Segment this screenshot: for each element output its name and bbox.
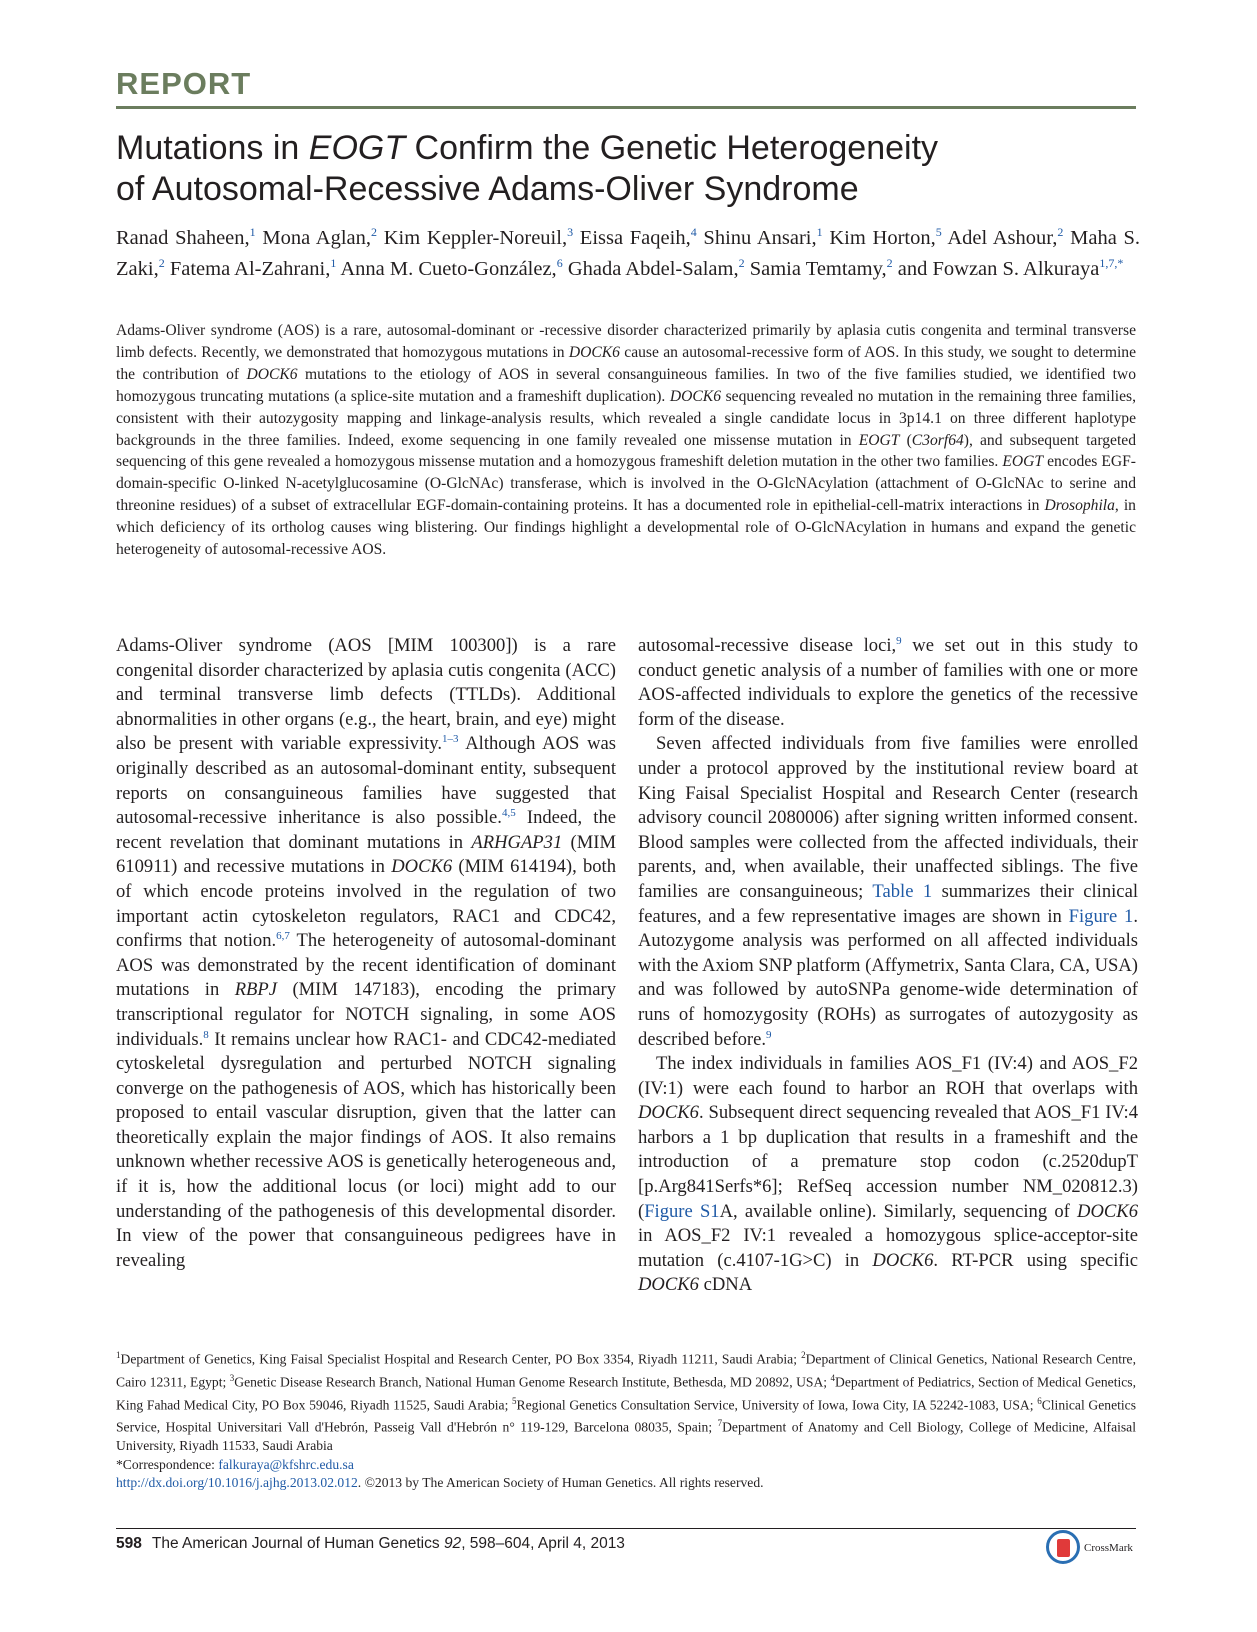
crossmark-icon (1046, 1530, 1080, 1564)
author-affiliation[interactable]: 2 (886, 255, 893, 270)
gene-name: EOGT (858, 431, 900, 449)
affiliation-number: 4 (830, 1372, 836, 1383)
body-text: (MIM 610911) and recessive mutations in (116, 831, 616, 878)
author-affiliation[interactable]: 3 (567, 225, 574, 239)
author-affiliation[interactable]: 2 (371, 225, 378, 239)
title-part2: Confirm the Genetic Heterogeneity (405, 129, 939, 167)
correspondence-label: *Correspondence: (116, 1456, 219, 1472)
citation-link[interactable]: 9 (896, 634, 902, 647)
species-name: Drosophila (1044, 497, 1115, 515)
affiliation-text: Regional Genetics Consultation Service, University of Iowa, Iowa City, IA 52242-1083, USA; (516, 1397, 1038, 1413)
correspondence-email-link[interactable]: falkuraya@kfshrc.edu.sa (218, 1456, 354, 1472)
gene-name: DOCK6 (669, 387, 721, 405)
body-text: (MIM 614194), both of which encode proteins involved in the regulation of two important actin cytoskeleton regulators, RAC1 and CDC42, confirms that notion. (116, 856, 617, 952)
affiliation-text: Genetic Disease Research Branch, National Human Genome Research Institute, Bethesda, MD 20892, USA; (234, 1374, 831, 1390)
author-name: Kim Horton, (829, 226, 936, 249)
gene-name: DOCK6 (872, 1249, 934, 1271)
body-text: Although AOS was originally described as an autosomal-dominant entity, subsequent reports on consanguineous families have suggested that autosomal-recessive inheritance is also possible. (116, 733, 616, 829)
abstract-text: ), and subsequent targeted sequencing of this gene revealed a homozygous missense mutation and a homozygous frameshift deletion mutation in the other two families. (116, 431, 1137, 471)
citation-link[interactable]: 4,5 (501, 806, 516, 819)
body-text: The heterogeneity of autosomal-dominant AOS was demonstrated by the recent identification of dominant mutations in (116, 930, 616, 1001)
author-affiliation[interactable]: 1 (816, 225, 823, 239)
affiliation-text: Department of Clinical Genetics, National Research Centre, Cairo 12311, Egypt; (116, 1351, 1136, 1390)
crossmark-label: CrossMark (1084, 1542, 1133, 1554)
body-text: we set out in this study to conduct genetic analysis of a number of families with one or more AOS-affected individuals to explore the genetics of the recessive form of the disease. (638, 635, 1138, 730)
body-text: Seven affected individuals from five families were enrolled under a protocol approved by the institutional review board at King Faisal Specialist Hospital and Research Center (research advisory council 2080006) after signing written informed consent. Blood samples were collected from the affected individuals, their parents, and, when available, their unaffected siblings. The five families are consanguineous; (638, 733, 1138, 902)
copyright-text: . ©2013 by The American Society of Human Genetics. All rights reserved. (357, 1474, 764, 1490)
author-affiliation[interactable]: 2 (158, 255, 165, 270)
body-text: The index individuals in families AOS_F1 (IV:4) and AOS_F2 (IV:1) were each found to harbor an ROH that overlaps with (638, 1053, 1138, 1099)
gene-name: DOCK6 (1077, 1200, 1138, 1222)
title-line2: of Autosomal-Recessive Adams-Oliver Syndrome (116, 170, 859, 208)
supplementary-figure-link[interactable]: Figure S1 (644, 1200, 720, 1222)
author-name: Maha S. Zaki, (116, 226, 1141, 280)
author-name: Adel Ashour, (947, 226, 1058, 249)
author-name: Fatema Al-Zahrani, (169, 257, 331, 280)
affiliation-text: Clinical Genetics Service, Hospital Universitari Vall d'Hebrón, Passeig Vall d'Hebrón n° 119-129, Barcelona 08035, Spain; (116, 1397, 1136, 1436)
citation-link[interactable]: 6,7 (276, 929, 290, 942)
abstract-text: cause an autosomal-recessive form of AOS. In this study, we sought to determine the contribution of (116, 343, 1136, 383)
body-paragraph (116, 634, 616, 1273)
affiliation-number: 6 (1037, 1395, 1042, 1406)
gene-name: DOCK6 (246, 365, 298, 383)
body-text: (MIM 147183), encoding the primary transcriptional regulator for NOTCH signaling, in some AOS individuals. (116, 979, 616, 1050)
body-paragraph (638, 634, 1138, 732)
author-affiliation[interactable]: 2 (1057, 225, 1064, 239)
abstract-text: Adams-Oliver syndrome (AOS) is a rare, autosomal-dominant or -recessive disorder characterized primarily by aplasia cutis congenita and terminal transverse limb defects. Recently, we demonstrated that homozygous mutations in (116, 322, 1136, 361)
author-name: Mona Aglan, (262, 226, 372, 249)
body-text: autosomal-recessive disease loci, (638, 635, 897, 656)
title-gene: EOGT (308, 129, 406, 167)
page-number: 598 (116, 1535, 142, 1552)
figure-link[interactable]: Figure 1 (1068, 905, 1134, 927)
journal-pages-date: , 598–604, April 4, 2013 (461, 1535, 625, 1552)
body-paragraph (638, 1052, 1138, 1298)
gene-name: DOCK6 (638, 1102, 699, 1124)
author-affiliation[interactable]: 1 (249, 225, 256, 239)
author-name: Kim Keppler-Noreuil, (383, 226, 568, 249)
journal-name: The American Journal of Human Genetics (151, 1535, 444, 1552)
gene-name: RBPJ (234, 979, 278, 1001)
author-name: Anna M. Cueto-González, (340, 257, 557, 280)
author-name: and Fowzan S. Alkuraya (897, 257, 1100, 280)
body-text: . RT-PCR using specific (933, 1249, 1138, 1271)
author-affiliation[interactable]: 6 (556, 255, 563, 270)
author-name: Ranad Shaheen, (116, 226, 250, 249)
author-list (116, 220, 1140, 282)
affiliation-list (116, 1346, 1136, 1456)
abstract-text: sequencing revealed no mutation in the remaining three families, consistent with their autozygosity mapping and linkage-analysis results, which revealed a single candidate locus in 3p14.1 on three different haplotype backgrounds in the three families. Indeed, exome sequencing in one family revealed one missense mutation in (116, 387, 1136, 449)
affiliation-text: Department of Genetics, King Faisal Specialist Hospital and Research Center, PO Box 3354, Riyadh 11211, Saudi Arabia; (120, 1351, 802, 1367)
affiliation-text: Department of Anatomy and Cell Biology, College of Medicine, Alfaisal University, Riyadh 11533, Saudi Arabia (116, 1420, 1136, 1454)
gene-name: DOCK6 (638, 1274, 699, 1296)
affiliation-number: 7 (717, 1418, 723, 1429)
gene-name: DOCK6 (391, 856, 453, 878)
author-affiliation[interactable]: 5 (935, 225, 942, 239)
doi-link[interactable]: http://dx.doi.org/10.1016/j.ajhg.2013.02.012 (116, 1474, 358, 1490)
gene-name: C3orf64 (911, 431, 964, 449)
affiliation-text: Department of Pediatrics, Section of Medical Genetics, King Fahad Medical City, PO Box 59046, Riyadh 11525, Saudi Arabia; (116, 1374, 1136, 1413)
body-text: Indeed, the recent revelation that dominant mutations in (116, 807, 616, 853)
affiliation-number: 5 (512, 1395, 517, 1406)
body-column-left (116, 634, 616, 1273)
page-footer (116, 1535, 625, 1553)
citation-link[interactable]: 1–3 (442, 733, 459, 746)
header-rule (116, 106, 1136, 109)
body-text: cDNA (698, 1274, 753, 1296)
affiliation-number: 3 (229, 1372, 235, 1383)
body-text: Adams-Oliver syndrome (AOS [MIM 100300]) is a rare congenital disorder characterized by aplasia cutis congenita (ACC) and terminal transverse limb defects (TTLDs). Additional abnormalities in other organs (e.g., the heart, brain, and eye) might also be present with variable expressivity. (116, 635, 616, 755)
author-affiliation[interactable]: 4 (690, 225, 697, 239)
abstract (116, 320, 1136, 561)
author-name: Eissa Faqeih, (579, 226, 691, 249)
abstract-text: encodes EGF-domain-specific O-linked N-acetylglucosamine (O-GlcNAc) transferase, which is involved in the O-GlcNAcylation (attachment of O-GlcNAc to serine and threonine residues) of a subset of extracellular EGF-domain-containing proteins. It has a documented role in epithelial-cell-matrix interactions in (116, 453, 1136, 515)
title-part1: Mutations in (116, 129, 309, 167)
article-title (116, 128, 1116, 210)
author-affiliation[interactable]: 1 (330, 255, 337, 270)
body-column-right (638, 634, 1138, 1298)
table-link[interactable]: Table 1 (872, 880, 933, 902)
gene-name: DOCK6 (568, 343, 620, 361)
body-text: . Autozygome analysis was performed on all affected individuals with the Axiom SNP platform (Affymetrix, Santa Clara, CA, USA) and was followed by autoSNPa genome-wide determination of runs of homozygosity (ROHs) as surrogates of autozygosity as described before. (638, 905, 1138, 1050)
journal-volume: 92 (443, 1535, 462, 1552)
abstract-text: mutations to the etiology of AOS in several consanguineous families. In two of the five families studied, we identified two homozygous truncating mutations (a splice-site mutation and a frameshift duplication). (116, 365, 1136, 405)
affiliation-footnotes (116, 1346, 1136, 1492)
footer-rule (116, 1528, 1136, 1529)
affiliation-number: 1 (116, 1350, 121, 1360)
gene-name: EOGT (1002, 453, 1044, 471)
body-text: . Subsequent direct sequencing revealed that AOS_F1 IV:4 harbors a 1 bp duplication that results in a frameshift and the introduction of a premature stop codon (c.2520dupT [p.Arg841Serfs*6]; RefSeq accession number NM_020812.3) ( (638, 1102, 1138, 1222)
body-text: summarizes their clinical features, and a few representative images are shown in (638, 880, 1138, 927)
author-affiliation[interactable]: 2 (738, 255, 745, 270)
crossmark-button[interactable] (1046, 1530, 1156, 1566)
body-text: A, available online). Similarly, sequencing of (719, 1200, 1078, 1222)
correspondence (116, 1456, 1136, 1474)
author-name: Ghada Abdel-Salam, (567, 257, 739, 280)
citation-link[interactable]: 9 (766, 1028, 772, 1041)
body-text: It remains unclear how RAC1- and CDC42-mediated cytoskeletal dysregulation and perturbed NOTCH signaling converge on the pathogenesis of AOS, which has historically been proposed to entail vascular disruption, given that the latter can theoretically explain the major findings of AOS. It also remains unknown whether recessive AOS is genetically heterogeneous and, if it is, how the additional locus (or loci) might add to our understanding of the pathogenesis of this developmental disorder. In view of the power that consanguineous pedigrees have in revealing (116, 1028, 616, 1271)
abstract-text: ( (899, 431, 912, 449)
abstract-text: , in which deficiency of its ortholog causes wing blistering. Our findings highlight a developmental role of O-GlcNAcylation in humans and expand the genetic heterogeneity of autosomal-recessive AOS. (116, 497, 1136, 559)
section-label: REPORT (116, 66, 252, 101)
doi-line (116, 1474, 1136, 1492)
citation-link[interactable]: 8 (203, 1028, 209, 1041)
gene-name: ARHGAP31 (471, 831, 563, 853)
body-text: in AOS_F2 IV:1 revealed a homozygous splice-acceptor-site mutation (c.4107-1G>C) in (638, 1225, 1138, 1271)
affiliation-number: 2 (801, 1350, 806, 1360)
author-name: Shinu Ansari, (703, 226, 817, 249)
body-paragraph (638, 732, 1138, 1052)
author-name: Samia Temtamy, (749, 257, 887, 280)
author-affiliation[interactable]: 1,7,* (1099, 255, 1124, 270)
